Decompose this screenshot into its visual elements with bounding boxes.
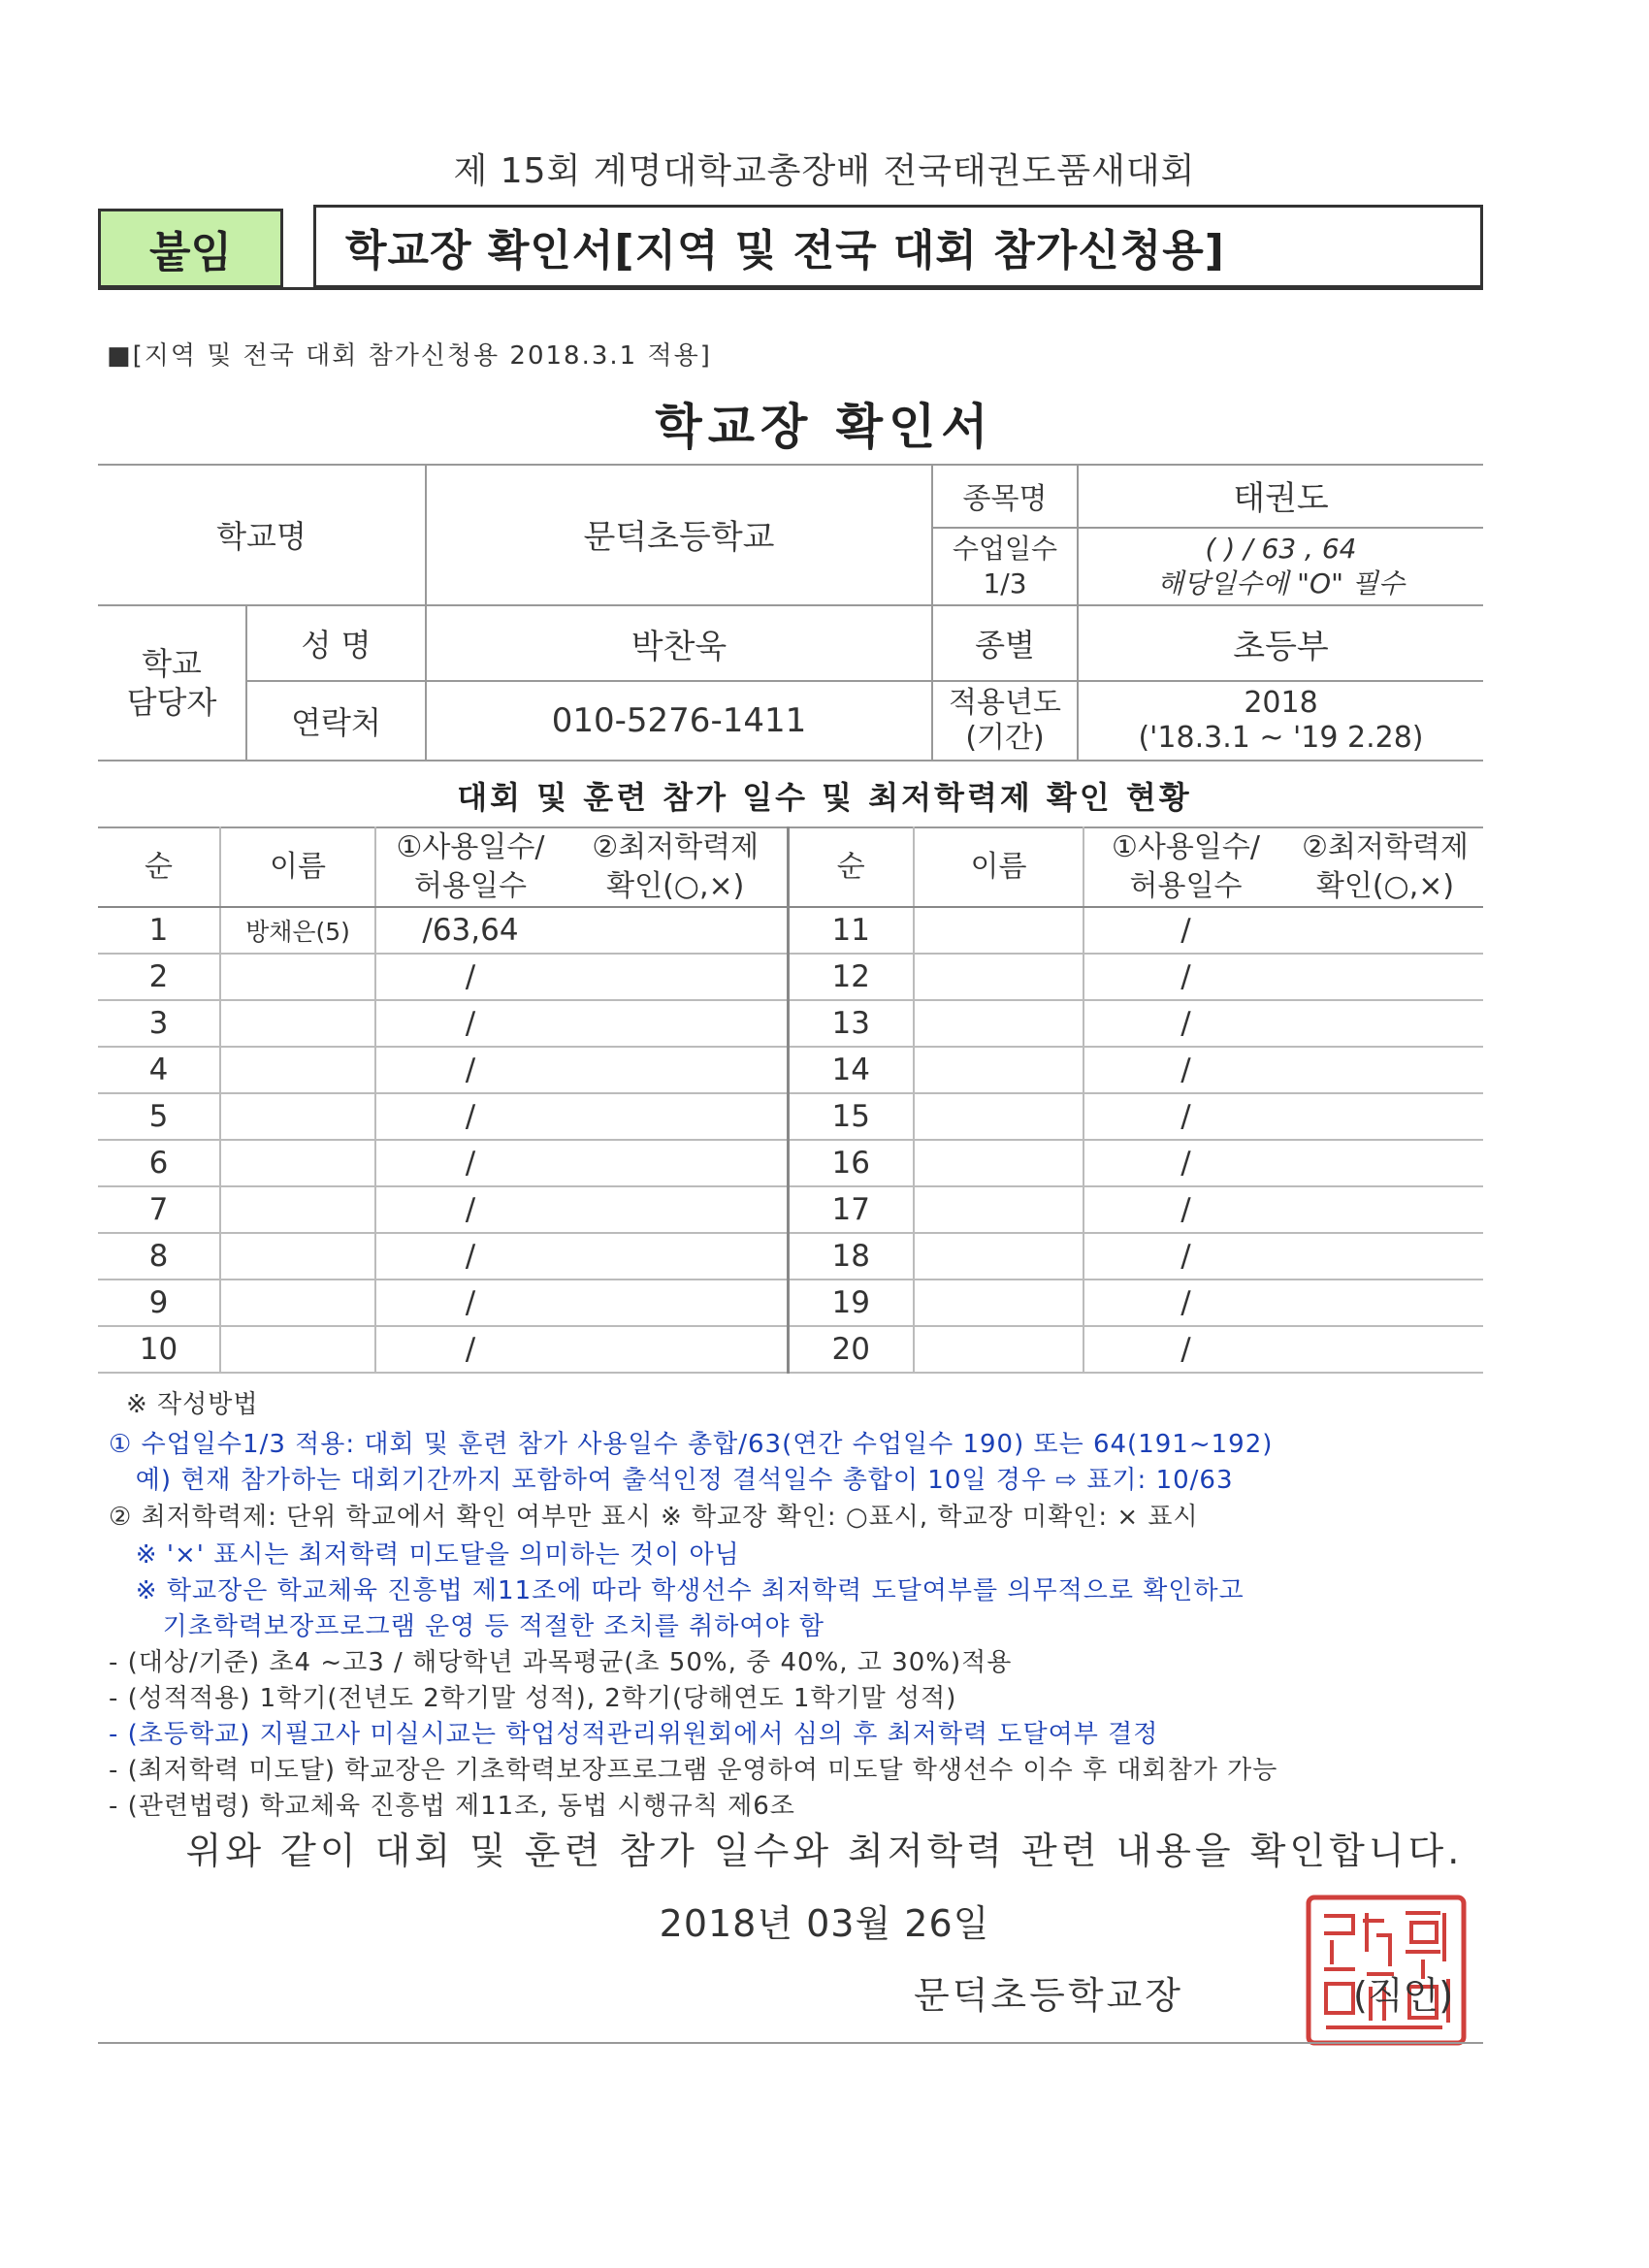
class-days-value: ( ) / 63 , 64 [1205, 533, 1357, 565]
row-check [1287, 1233, 1483, 1280]
col-days-left-2: 허용일수 [414, 869, 527, 903]
row-check [1287, 1000, 1483, 1047]
principal-name: 문덕초등학교장 [914, 1974, 1183, 2017]
class-days-label-text: 수업일수 [952, 533, 1058, 565]
row-name [914, 954, 1083, 1000]
row-days: / [375, 1233, 565, 1280]
row-days: / [1083, 1140, 1287, 1186]
year-value: 2018 [1244, 686, 1318, 720]
row-check [565, 1047, 788, 1093]
row-days: / [1083, 954, 1287, 1000]
row-number: 4 [98, 1047, 220, 1093]
guide-line: ※ 학교장은 학교체육 진흥법 제11조에 따라 학생선수 최저학력 도달여부를 의무적으로 확인하고 [109, 1576, 1245, 1605]
row-number: 19 [788, 1280, 914, 1326]
guide-line: - (관련법령) 학교체육 진흥법 제11조, 동법 시행규칙 제6조 [109, 1792, 795, 1821]
col-check-right-2: 확인(○,×) [1315, 869, 1455, 903]
row-check [565, 1000, 788, 1047]
row-name [914, 1093, 1083, 1140]
year-label-1: 적용년도 [949, 686, 1061, 720]
row-name [914, 907, 1083, 954]
row-number: 2 [98, 954, 220, 1000]
table-row [98, 1000, 1483, 1047]
school-name: 문덕초등학교 [426, 464, 932, 605]
contact-value: 010-5276-1411 [426, 681, 932, 761]
row-check [565, 1140, 788, 1186]
col-check-left-2: 확인(○,×) [606, 869, 745, 903]
division-label: 종별 [932, 605, 1078, 681]
row-days: / [1083, 1047, 1287, 1093]
row-name [914, 1000, 1083, 1047]
row-days: / [375, 1093, 565, 1140]
col-name-right: 이름 [914, 827, 1083, 907]
name-label: 성 명 [246, 605, 426, 681]
row-check [1287, 1047, 1483, 1093]
row-name [914, 1186, 1083, 1233]
row-number: 6 [98, 1140, 220, 1186]
row-number: 9 [98, 1280, 220, 1326]
row-check [1287, 907, 1483, 954]
table-row [98, 907, 1483, 954]
title-underline [98, 287, 1483, 290]
row-number: 14 [788, 1047, 914, 1093]
roster-table [98, 826, 1483, 1374]
guide-line: - (성적적용) 1학기(전년도 2학기말 성적), 2학기(당해연도 1학기말 성적) [109, 1684, 957, 1713]
col-check-left [565, 827, 788, 907]
year-period: ('18.3.1 ~ '19 2.28) [1138, 721, 1424, 755]
row-days: / [1083, 1280, 1287, 1326]
col-no-right: 순 [788, 827, 914, 907]
row-days: / [375, 1280, 565, 1326]
guide-line: - (최저학력 미도달) 학교장은 기초학력보장프로그램 운영하여 미도달 학생선수 이수 후 대회참가 가능 [109, 1756, 1278, 1785]
table-row [98, 1093, 1483, 1140]
col-no-left: 순 [98, 827, 220, 907]
row-check [565, 907, 788, 954]
row-number: 18 [788, 1233, 914, 1280]
table-row [98, 1047, 1483, 1093]
year-value-cell [1078, 681, 1483, 761]
class-days-label [932, 528, 1078, 605]
row-days: / [1083, 907, 1287, 954]
event-title: 제 15회 계명대학교총장배 전국태권도품새대회 [453, 151, 1196, 191]
guide-line: ① 수업일수1/3 적용: 대회 및 훈련 참가 사용일수 총합/63(연간 수업일수 190) 또는 64(191~192) [109, 1430, 1274, 1459]
col-check-right [1287, 827, 1483, 907]
row-check [565, 1233, 788, 1280]
row-days: / [375, 1326, 565, 1373]
row-name [220, 954, 375, 1000]
row-number: 15 [788, 1093, 914, 1140]
row-number: 20 [788, 1326, 914, 1373]
row-name [220, 1140, 375, 1186]
row-check [565, 1326, 788, 1373]
row-number: 11 [788, 907, 914, 954]
seal-label: (직인) [1353, 1974, 1454, 2017]
class-days-value-cell [1078, 528, 1483, 605]
guide-line: - (대상/기준) 초4 ~고3 / 해당학년 과목평균(초 50%, 중 40%, 고 30%)적용 [109, 1648, 1013, 1677]
row-days: / [1083, 1326, 1287, 1373]
row-name [914, 1047, 1083, 1093]
guide-line: 예) 현재 참가하는 대회기간까지 포함하여 출석인정 결석일수 총합이 10일 경우 ⇨ 표기: 10/63 [109, 1466, 1234, 1495]
row-check [565, 954, 788, 1000]
guide-line: 기초학력보장프로그램 운영 등 적절한 조치를 취하여야 함 [109, 1612, 824, 1641]
col-name-left: 이름 [220, 827, 375, 907]
apply-note: ■[지역 및 전국 대회 참가신청용 2018.3.1 적용] [107, 341, 712, 371]
info-table [98, 464, 1483, 761]
col-days-left [375, 827, 565, 907]
confirm-date: 2018년 03월 26일 [659, 1902, 990, 1945]
col-days-right [1083, 827, 1287, 907]
row-name [220, 1186, 375, 1233]
row-number: 3 [98, 1000, 220, 1047]
sport-label: 종목명 [932, 464, 1078, 528]
confirm-statement: 위와 같이 대회 및 훈련 참가 일수와 최저학력 관련 내용을 확인합니다. [185, 1830, 1464, 1872]
row-name: 방채은(5) [220, 907, 375, 954]
row-name [220, 1280, 375, 1326]
row-check [1287, 1140, 1483, 1186]
row-days: / [1083, 1093, 1287, 1140]
guide-line: ※ '×' 표시는 최저학력 미도달을 의미하는 것이 아님 [109, 1540, 740, 1570]
row-days: / [375, 1047, 565, 1093]
row-days: / [375, 1140, 565, 1186]
row-name [220, 1233, 375, 1280]
guide-line: ② 최저학력제: 단위 학교에서 확인 여부만 표시 ※ 학교장 확인: ○표시, 학교장 미확인: × 표시 [109, 1503, 1199, 1532]
row-check [1287, 1186, 1483, 1233]
row-name [220, 1047, 375, 1093]
row-days: / [375, 1186, 565, 1233]
table-row [98, 1186, 1483, 1233]
class-days-note: 해당일수에 "O" 필수 [1157, 567, 1405, 599]
col-days-right-1: ①사용일수/ [1112, 830, 1260, 864]
row-name [220, 1000, 375, 1047]
table-row [98, 1326, 1483, 1373]
col-check-right-1: ②최저학력제 [1302, 830, 1469, 864]
row-days: / [375, 954, 565, 1000]
row-check [1287, 954, 1483, 1000]
row-check [565, 1093, 788, 1140]
row-number: 16 [788, 1140, 914, 1186]
division-value: 초등부 [1078, 605, 1483, 681]
class-days-ratio: 1/3 [983, 567, 1027, 599]
row-name [914, 1280, 1083, 1326]
sport-value: 태권도 [1078, 464, 1483, 528]
col-check-left-1: ②최저학력제 [592, 830, 760, 864]
row-number: 10 [98, 1326, 220, 1373]
bottom-rule [98, 2042, 1483, 2044]
row-number: 1 [98, 907, 220, 954]
contact-label: 연락처 [246, 681, 426, 761]
table-row [98, 1140, 1483, 1186]
row-name [914, 1233, 1083, 1280]
row-days: / [1083, 1233, 1287, 1280]
row-number: 8 [98, 1233, 220, 1280]
row-check [565, 1280, 788, 1326]
table-row [98, 954, 1483, 1000]
row-number: 12 [788, 954, 914, 1000]
status-heading: 대회 및 훈련 참가 일수 및 최저학력제 확인 현황 [457, 779, 1192, 816]
table-row [98, 1280, 1483, 1326]
manager-label [98, 605, 246, 761]
name-value: 박찬욱 [426, 605, 932, 681]
guide-line: - (초등학교) 지필고사 미실시교는 학업성적관리위원회에서 심의 후 최저학력 도달여부 결정 [109, 1720, 1159, 1749]
row-check [1287, 1093, 1483, 1140]
guide-line: ※ 작성방법 [126, 1390, 259, 1419]
year-label-2: (기간) [965, 721, 1045, 755]
form-title: 학교장 확인서[지역 및 전국 대회 참가신청용] [313, 205, 1483, 288]
row-name [220, 1326, 375, 1373]
row-check [1287, 1280, 1483, 1326]
table-row [98, 1233, 1483, 1280]
row-days: / [1083, 1186, 1287, 1233]
col-days-right-2: 허용일수 [1129, 869, 1243, 903]
row-number: 13 [788, 1000, 914, 1047]
year-label [932, 681, 1078, 761]
col-days-left-1: ①사용일수/ [396, 830, 545, 864]
row-name [914, 1140, 1083, 1186]
row-number: 5 [98, 1093, 220, 1140]
row-days: / [1083, 1000, 1287, 1047]
row-check [1287, 1326, 1483, 1373]
row-number: 17 [788, 1186, 914, 1233]
row-days: /63,64 [375, 907, 565, 954]
manager-label-2: 담당자 [126, 684, 217, 721]
row-name [220, 1093, 375, 1140]
manager-label-1: 학교 [142, 645, 202, 682]
school-label: 학교명 [98, 464, 426, 605]
row-number: 7 [98, 1186, 220, 1233]
document-title: 학교장 확인서 [655, 399, 994, 455]
row-name [914, 1326, 1083, 1373]
row-check [565, 1186, 788, 1233]
attachment-badge: 붙임 [98, 209, 283, 288]
row-days: / [375, 1000, 565, 1047]
